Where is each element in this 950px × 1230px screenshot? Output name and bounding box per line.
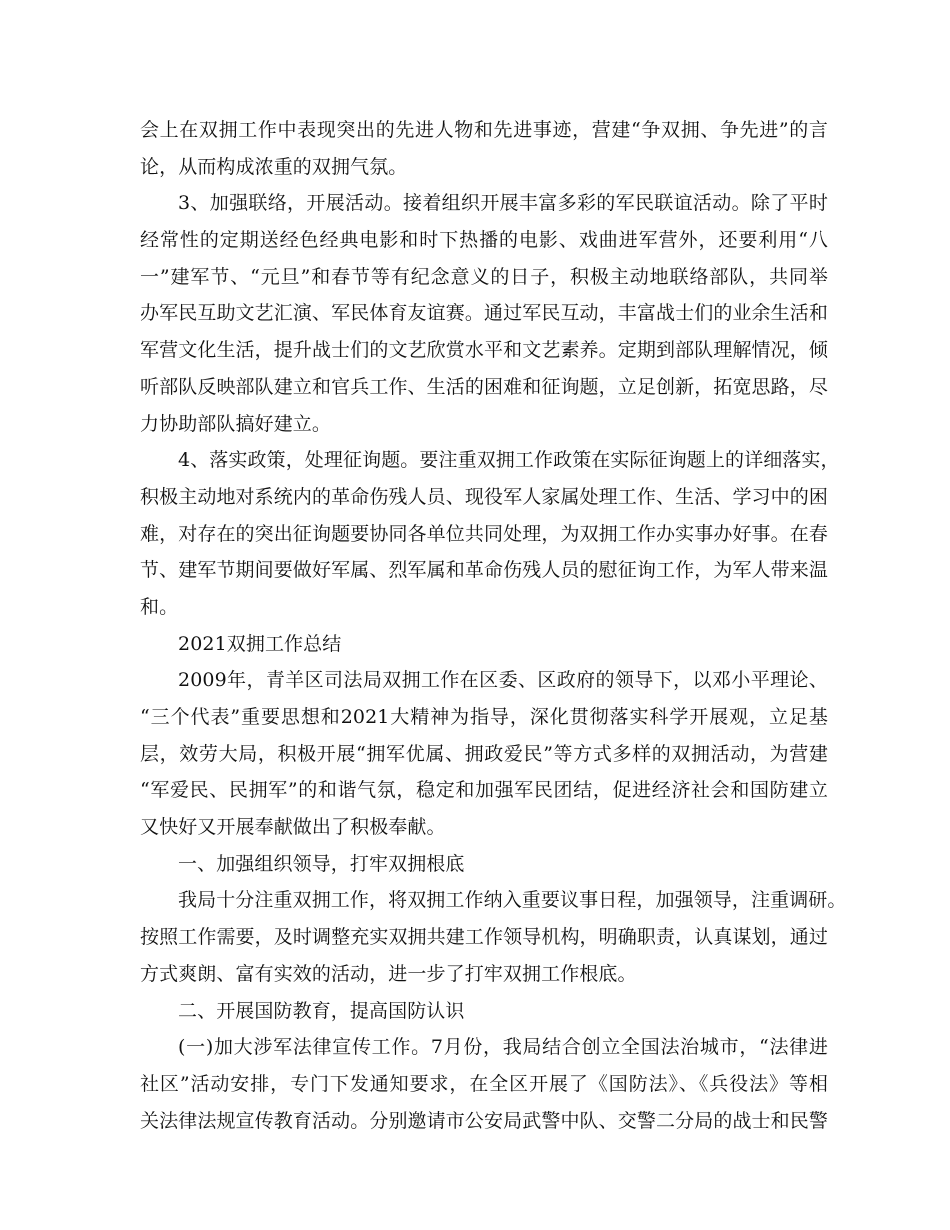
text-line: 办军民互助文艺汇演、军民体育友谊赛。通过军民互动，丰富战士们的业余生活和: [140, 302, 828, 325]
text-line: 和。: [140, 595, 179, 618]
document-body: [140, 112, 847, 1139]
text-line: 节、建军节期间要做好军属、烈军属和革命伤残人员的慰征询工作，为军人带来温: [140, 559, 828, 582]
text-line: 经常性的定期送经色经典电影和时下热播的电影、戏曲进军营外，还要利用“八: [140, 229, 828, 252]
text-line: 2009年，青羊区司法局双拥工作在区委、区政府的领导下，以邓小平理论、: [178, 669, 828, 692]
text-line: 难，对存在的突出征询题要协同各单位共同处理，为双拥工作办实事办好事。在春: [140, 522, 828, 545]
text-line: 方式爽朗、富有实效的活动，进一步了打牢双拥工作根底。: [140, 962, 637, 985]
text-line: 会上在双拥工作中表现突出的先进人物和先进事迹，营建“争双拥、争先进”的言: [140, 119, 828, 141]
text-line: 关法律法规宣传教育活动。分别邀请市公安局武警中队、交警二分局的战士和民警: [140, 1109, 828, 1132]
text-line: 3、加强联络，开展活动。接着组织开展丰富多彩的军民联谊活动。除了平时: [178, 192, 828, 215]
text-line: 又快好又开展奉献做出了积极奉献。: [140, 816, 446, 839]
text-line: 一”建军节、“元旦”和春节等有纪念意义的日子，积极主动地联络部队，共同举: [140, 265, 828, 288]
text-line: 听部队反映部队建立和官兵工作、生活的困难和征询题，立足创新，拓宽思路，尽: [140, 375, 828, 398]
text-line: 力协助部队搞好建立。: [140, 412, 332, 435]
text-line: (一)加大涉军法律宣传工作。7月份，我局结合创立全国法治城市，“法律进: [178, 1036, 828, 1059]
text-line: 一、加强组织领导，打牢双拥根底: [178, 852, 465, 875]
text-line: 我局十分注重双拥工作，将双拥工作纳入重要议事日程，加强领导，注重调研。: [178, 889, 847, 912]
text-line: 积极主动地对系统内的革命伤残人员、现役军人家属处理工作、生活、学习中的困: [140, 485, 828, 508]
text-line: 2021双拥工作总结: [178, 632, 342, 655]
text-line: 二、开展国防教育，提高国防认识: [178, 999, 465, 1022]
text-line: 按照工作需要，及时调整充实双拥共建工作领导机构，明确职责，认真谋划，通过: [140, 926, 828, 949]
text-line: 军营文化生活，提升战士们的文艺欣赏水平和文艺素养。定期到部队理解情况，倾: [140, 339, 828, 362]
text-line: “军爱民、民拥军”的和谐气氛，稳定和加强军民团结，促进经济社会和国防建立: [140, 779, 828, 802]
text-line: 论，从而构成浓重的双拥气氛。: [140, 155, 408, 178]
text-line: “三个代表”重要思想和2021大精神为指导，深化贯彻落实科学开展观，立足基: [140, 706, 828, 728]
text-line: 4、落实政策，处理征询题。要注重双拥工作政策在实际征询题上的详细落实，: [178, 449, 840, 472]
text-line: 社区”活动安排，专门下发通知要求，在全区开展了《国防法》、《兵役法》等相: [140, 1072, 828, 1095]
text-line: 层，效劳大局，积极开展“拥军优属、拥政爱民”等方式多样的双拥活动，为营建: [140, 742, 828, 765]
